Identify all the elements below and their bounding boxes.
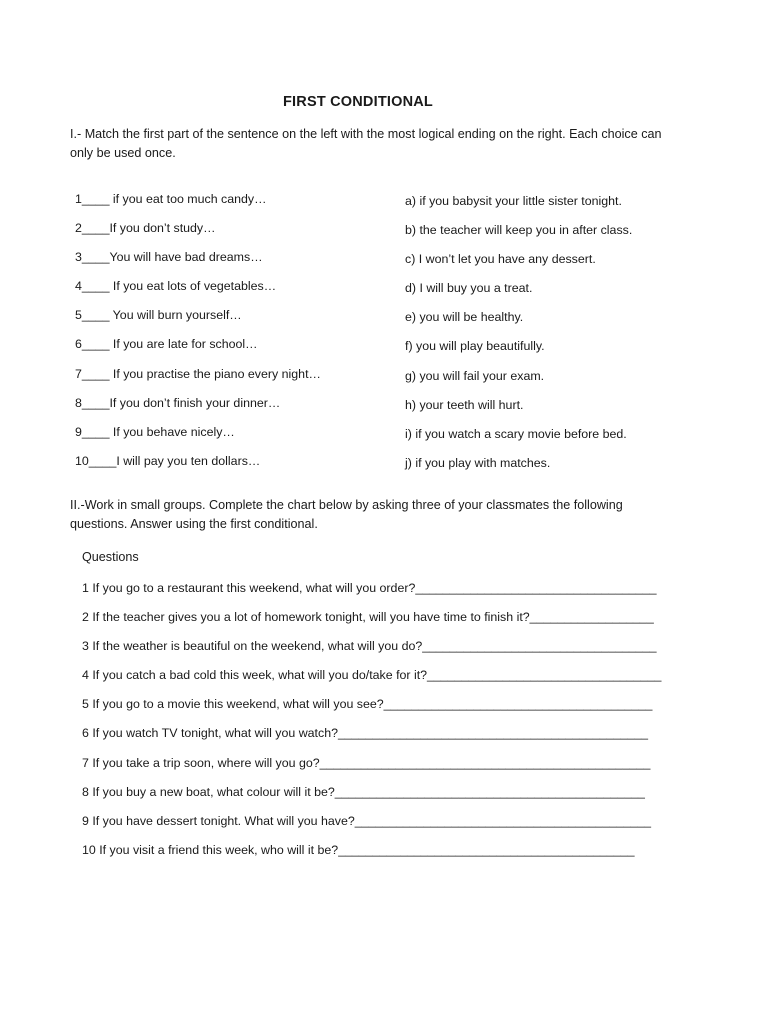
match-right-item: i) if you watch a scary movie before bed. bbox=[405, 426, 627, 441]
section2-instructions: II.-Work in small groups. Complete the chart below by asking three of your classmates the following questions. Answer using the first conditional. bbox=[70, 498, 623, 531]
match-right-list bbox=[405, 192, 705, 483]
question-item: 4 If you catch a bad cold this week, what will you do/take for it?__________________________________ bbox=[82, 668, 662, 683]
question-item: 8 If you buy a new boat, what colour will it be?_____________________________________________ bbox=[82, 784, 645, 799]
match-right-item: g) you will fail your exam. bbox=[405, 368, 545, 383]
match-left-list bbox=[75, 190, 375, 481]
match-left-item: 1____ if you eat too much candy… bbox=[75, 192, 267, 206]
match-right-item: f) you will play beautifully. bbox=[405, 339, 545, 354]
match-left-item: 10____I will pay you ten dollars… bbox=[75, 453, 261, 468]
section1-instructions: I.- Match the first part of the sentence on the left with the most logical ending on the right. Each choice can only be used once. bbox=[70, 127, 662, 160]
question-item: 7 If you take a trip soon, where will you go?________________________________________________ bbox=[82, 755, 651, 770]
match-right-item: a) if you babysit your little sister tonight. bbox=[405, 194, 622, 208]
match-right-item: h) your teeth will hurt. bbox=[405, 397, 524, 412]
match-right-item: e) you will be healthy. bbox=[405, 310, 524, 325]
question-item: 9 If you have dessert tonight. What will you have?___________________________________________ bbox=[82, 813, 652, 828]
question-item: 1 If you go to a restaurant this weekend, what will you order?___________________________________ bbox=[82, 581, 657, 595]
match-right-item: c) I won’t let you have any dessert. bbox=[405, 252, 596, 267]
match-left-item: 5____ You will burn yourself… bbox=[75, 308, 242, 323]
page-title: FIRST CONDITIONAL bbox=[282, 94, 433, 110]
match-right-item: b) the teacher will keep you in after class. bbox=[405, 223, 633, 238]
match-right-item: j) if you play with matches. bbox=[405, 455, 551, 470]
match-left-item: 8____If you don’t finish your dinner… bbox=[75, 395, 281, 410]
match-left-item: 2____If you don’t study… bbox=[75, 221, 216, 236]
questions-heading: Questions bbox=[82, 550, 139, 564]
match-left-item: 3____You will have bad dreams… bbox=[75, 250, 263, 265]
match-right-item: d) I will buy you a treat. bbox=[405, 281, 533, 296]
match-left-item: 4____ If you eat lots of vegetables… bbox=[75, 279, 277, 294]
question-item: 5 If you go to a movie this weekend, what will you see?_______________________________________ bbox=[82, 697, 653, 712]
match-left-item: 6____ If you are late for school… bbox=[75, 337, 258, 352]
question-item: 2 If the teacher gives you a lot of homework tonight, will you have time to finish it?__________________ bbox=[82, 610, 654, 625]
match-left-item: 7____ If you practise the piano every night… bbox=[75, 366, 321, 381]
question-item: 6 If you watch TV tonight, what will you watch?_____________________________________________ bbox=[82, 726, 649, 741]
match-left-item: 9____ If you behave nicely… bbox=[75, 424, 235, 439]
question-item: 3 If the weather is beautiful on the weekend, what will you do?__________________________________ bbox=[82, 639, 657, 654]
question-item: 10 If you visit a friend this week, who will it be?___________________________________________ bbox=[82, 842, 635, 857]
questions-list bbox=[82, 579, 661, 870]
